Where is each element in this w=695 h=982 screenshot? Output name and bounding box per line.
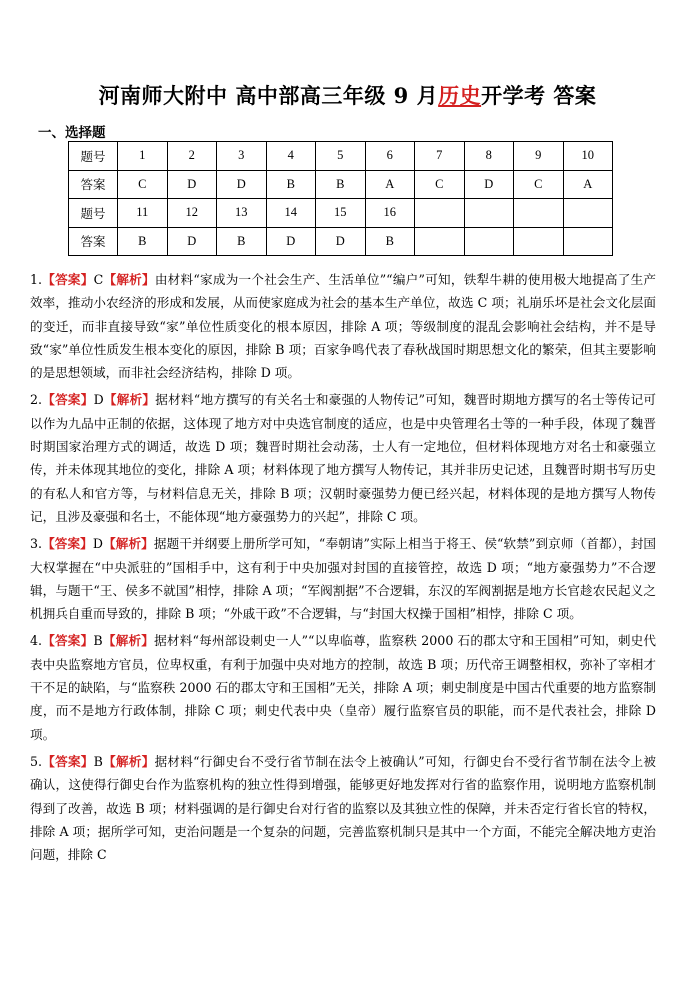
table-cell: C (514, 170, 564, 199)
analysis-text: 据材料“地方撰写的有关名士和豪强的人物传记”可知，魏晋时期地方撰写的名士等传记可以作为九品中正制的依据，这体现了地方对中央选官制度的适应，也是中央管理名士等的一种手段，体现了魏晋时期国家治理方式的调适，故选 D 项；魏晋时期社会动荡，士人有一定地位，但材料体现地方对名士和豪强立传，并未体现其地位的变化，排除 A 项；材料体现了地方撰写人物传记，其并非历史记述，且魏晋时期书写历史的有私人和官方等，与材料信息无关，排除 B 项；汉朝时豪强势力便已经兴起，材料体现的是地方撰写人物传记，且涉及豪强和名士，不能体现“地方豪强势力的兴起”，排除 C 项。 (30, 392, 657, 524)
table-row (69, 227, 613, 256)
answer-value: C (93, 272, 104, 287)
table-row (69, 170, 613, 199)
table-cell: B (217, 227, 267, 256)
table-cell: D (464, 170, 514, 199)
title-subject: 历史 (438, 83, 482, 108)
item-number: 5. (30, 753, 43, 769)
answer-tag: 【答案】 (42, 392, 94, 408)
table-cell: 16 (365, 199, 415, 228)
analysis-tag: 【解析】 (103, 272, 155, 287)
table-cell: D (266, 227, 316, 256)
table-cell: A (365, 170, 415, 199)
answer-value: D (93, 392, 104, 408)
table-cell: D (167, 227, 217, 256)
title-suffix: 开学考 答案 (481, 83, 597, 108)
table-cell: D (217, 170, 267, 199)
table-row-header: 题号 (69, 199, 118, 228)
table-cell: 2 (167, 142, 217, 171)
table-cell: 12 (167, 199, 217, 228)
table-cell: 9 (514, 142, 564, 171)
analysis-text: 据材料“每州部设刺史一人”“以卑临尊，监察秩 2000 石的郡太守和王国相”可知，刺史代表中央监察地方官员，位卑权重，有利于加强中央对地方的控制，故选 B 项；历代帝王调整相权，弥补了宰相才干不足的缺陷，与“监察秩 2000 石的郡太守和王国相”无关，排除 A 项；刺史制度是中国古代重要的地方监察制度，而不是地方行政体制，排除 C 项；刺史代表中央（皇帝）履行监察官员的职能，而不是代表社会，排除 D 项。 (30, 633, 657, 742)
table-cell: C (415, 170, 465, 199)
answer-explanations (30, 268, 656, 870)
answer-value: D (92, 536, 103, 552)
table-cell: 11 (118, 199, 168, 228)
answer-item-3 (30, 532, 656, 625)
section-heading: 一、选择题 (38, 125, 106, 141)
table-cell: 4 (266, 142, 316, 171)
table-cell: C (118, 170, 168, 199)
table-cell (415, 227, 465, 256)
table-cell (563, 227, 613, 256)
table-cell: 7 (415, 142, 465, 171)
title-prefix: 河南师大附中 高中部高三年级 9 月 (98, 83, 439, 108)
table-row-header: 答案 (69, 227, 118, 256)
table-cell: 6 (365, 142, 415, 171)
answer-tag: 【答案】 (42, 536, 93, 552)
analysis-text: 据题干并纲要上册所学可知，“奉朝请”实际上相当于将王、侯“软禁”到京师（首都），封国大权掌握在“中央派驻的”国相手中，这有利于中央加强对封国的直接管控，故选 D 项；“地方豪强势力”不合逻辑，与题干“王、侯多不就国”相悖，排除 A 项；“军阀割据”不合逻辑，东汉的军阀割据是地方长官趁农民起义之机拥兵自重而导致的，排除 B 项；“外戚干政”不合逻辑，与“封国大权操于国相”相悖，排除 C 项。 (30, 536, 657, 622)
analysis-tag: 【解析】 (103, 536, 154, 552)
table-cell: 10 (563, 142, 613, 171)
table-cell (464, 227, 514, 256)
table-cell: B (316, 170, 366, 199)
table-row (69, 142, 613, 171)
table-cell: 8 (464, 142, 514, 171)
table-cell: D (316, 227, 366, 256)
item-number: 1. (30, 272, 43, 287)
table-row-header: 答案 (69, 170, 118, 199)
table-cell (514, 227, 564, 256)
table-row (69, 199, 613, 228)
item-number: 4. (30, 633, 43, 649)
table-cell: 13 (217, 199, 267, 228)
answer-tag: 【答案】 (42, 633, 94, 649)
answer-table (68, 141, 613, 256)
table-cell: 5 (316, 142, 366, 171)
table-cell: B (365, 227, 415, 256)
table-cell (563, 199, 613, 228)
table-cell: B (266, 170, 316, 199)
table-cell: A (563, 170, 613, 199)
answer-tag: 【答案】 (42, 753, 94, 769)
item-number: 3. (30, 536, 43, 552)
table-cell: 1 (118, 142, 168, 171)
answer-item-5 (30, 750, 656, 866)
table-cell: 15 (316, 199, 366, 228)
table-cell: B (118, 227, 168, 256)
table-cell (514, 199, 564, 228)
analysis-text: 据材料“行御史台不受行省节制在法令上被确认”可知，行御史台不受行省节制在法令上被确认，这使得行御史台作为监察机构的独立性得到增强，能够更好地发挥对行省的监察作用，说明地方监察机制得到了改善，故选 B 项；材料强调的是行御史台对行省的监察以及其独立性的保障，并未否定行省长官的特权，排除 A 项；据所学可知，吏治问题是一个复杂的问题，完善监察机制只是其中一个方面，不能完全解决地方吏治问题，排除 C (30, 753, 656, 863)
analysis-text: 由材料“家成为一个社会生产、生活单位”“编户”可知，铁犁牛耕的使用极大地提高了生产效率，推动小农经济的形成和发展，从而使家庭成为社会的基本生产单位，故选 C 项；礼崩乐坏是社会文化层面的变迁，而非直接导致“家”单位性质变化的根本原因，排除 A 项；等级制度的混乱会影响社会结构，并不是导致“家”单位性质发生根本变化的原因，排除 B 项；百家争鸣代表了春秋战国时期思想文化的繁荣，但其主要影响的是思想领域，而非社会经济结构，排除 D 项。 (30, 272, 657, 381)
table-cell (415, 199, 465, 228)
answer-tag: 【答案】 (42, 272, 94, 287)
analysis-tag: 【解析】 (102, 753, 155, 769)
answer-item-2 (30, 388, 656, 528)
table-cell (464, 199, 514, 228)
table-cell: 14 (266, 199, 316, 228)
answer-value: B (93, 633, 103, 649)
table-cell: D (167, 170, 217, 199)
analysis-tag: 【解析】 (102, 633, 155, 649)
table-cell: 3 (217, 142, 267, 171)
answer-value: B (93, 753, 103, 769)
answer-item-4 (30, 629, 656, 745)
answer-item-1 (30, 268, 656, 384)
analysis-tag: 【解析】 (103, 392, 156, 408)
page-title (0, 80, 695, 110)
table-row-header: 题号 (69, 142, 118, 171)
item-number: 2. (30, 392, 43, 408)
